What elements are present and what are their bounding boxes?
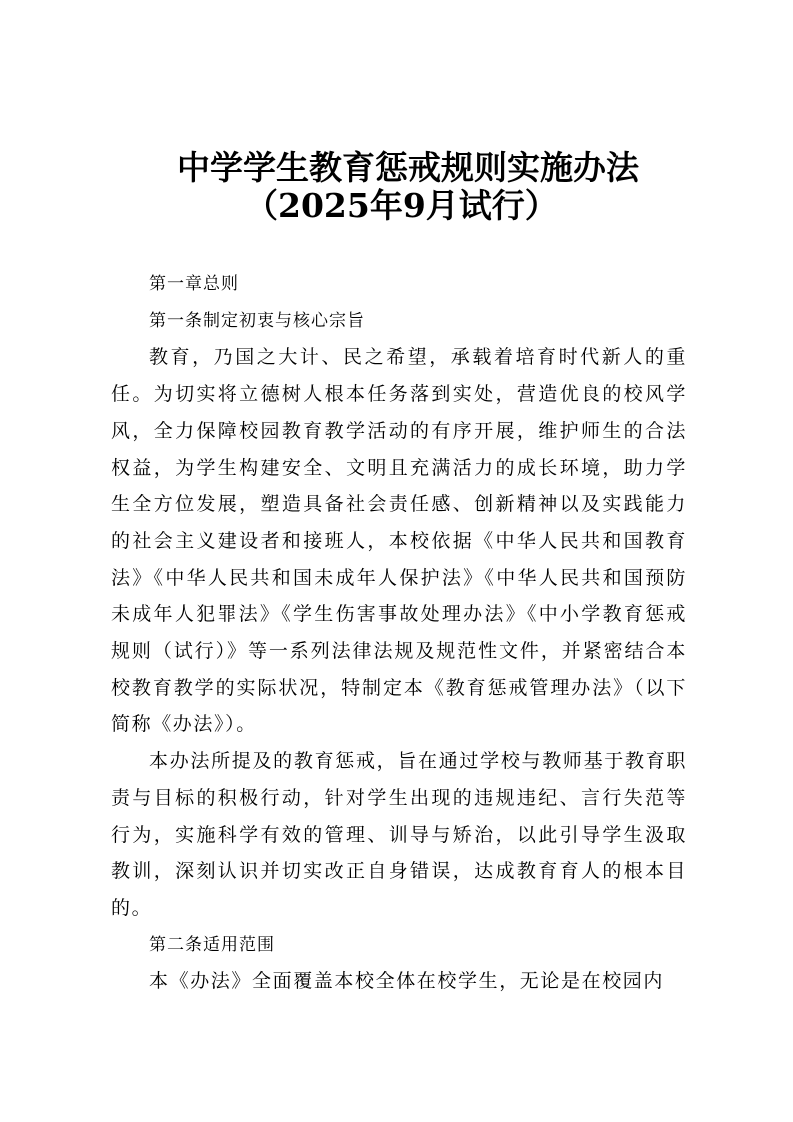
document-subtitle: （2025年9月试行） xyxy=(245,186,558,225)
body-paragraph: 本办法所提及的教育惩戒，旨在通过学校与教师基于教育职责与目标的积极行动，针对学生出现的违规违纪、言行失范等行为，实施科学有效的管理、训导与矫治，以此引导学生汲取教训，深刻认识并切实改正自身错误，达成教育育人的根本目的。 xyxy=(111,750,687,919)
body-paragraph: 本《办法》全面覆盖本校全体在校学生，无论是在校园内 xyxy=(149,970,665,993)
document-body xyxy=(111,266,687,1000)
body-paragraph: 教育，乃国之大计、民之希望，承载着培育时代新人的重任。为切实将立德树人根本任务落到实处，营造优良的校风学风，全力保障校园教育教学活动的有序开展，维护师生的合法权益，为学生构建安全、文明且充满活力的成长环境，助力学生全方位发展，塑造具备社会责任感、创新精神以及实践能力的社会主义建设者和接班人，本校依据《中华人民共和国教育法》《中华人民共和国未成年人保护法》《中华人民共和国预防未成年人犯罪法》《学生伤害事故处理办法》《中小学教育惩戒规则（试行）》等一系列法律法规及规范性文件，并紧密结合本校教育教学的实际状况，特制定本《教育惩戒管理办法》（以下简称《办法》）。 xyxy=(111,346,687,736)
article-heading: 第二条适用范围 xyxy=(149,934,275,955)
article-heading: 第一条制定初衷与核心宗旨 xyxy=(149,310,365,331)
chapter-heading: 第一章总则 xyxy=(149,274,239,294)
document-title: 中学学生教育惩戒规则实施办法 xyxy=(177,148,639,187)
